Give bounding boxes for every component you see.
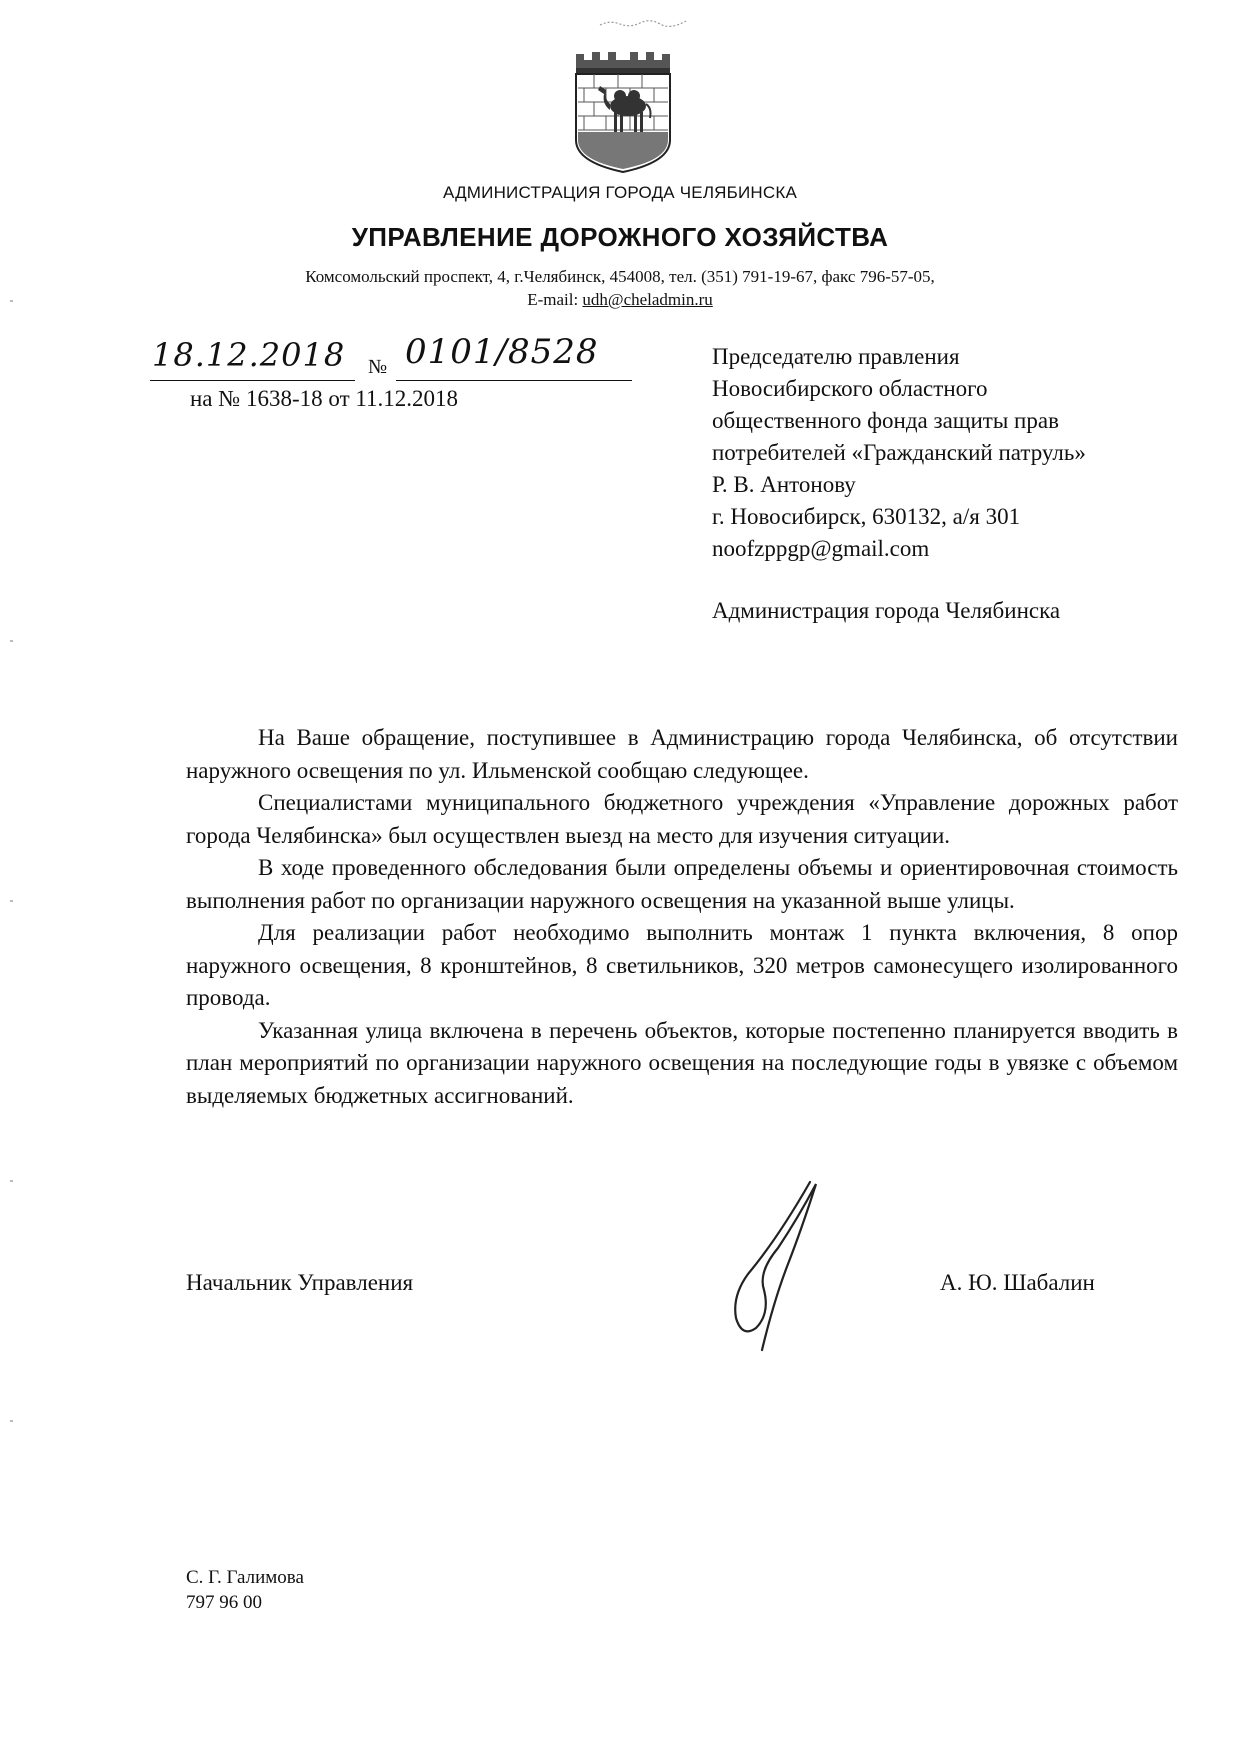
executor-name: С. Г. Галимова bbox=[186, 1567, 304, 1588]
body-paragraph: Для реализации работ необходимо выполнить монтаж 1 пункта включения, 8 опор наружного освещения, 8 кронштейнов, 8 светильников, 320 метров самонесущего изолированного провода. bbox=[186, 920, 1178, 1010]
executor-phone: 797 96 00 bbox=[186, 1592, 262, 1613]
addressee-line: общественного фонда защиты прав bbox=[712, 408, 1059, 433]
addressee-line: Р. В. Антонову bbox=[712, 472, 856, 497]
addressee-line: потребителей «Гражданский патруль» bbox=[712, 440, 1086, 465]
scan-mark bbox=[10, 300, 13, 302]
registration-reference: на № 1638-18 от 11.12.2018 bbox=[190, 386, 459, 411]
handwritten-signature bbox=[718, 1178, 828, 1356]
org-name: УПРАВЛЕНИЕ ДОРОЖНОГО ХОЗЯЙСТВА bbox=[351, 222, 889, 252]
org-admin-title: АДМИНИСТРАЦИЯ ГОРОДА ЧЕЛЯБИНСКА bbox=[442, 183, 798, 202]
scan-mark bbox=[10, 900, 13, 902]
letter-body bbox=[186, 722, 1178, 1112]
registration-number-handwritten: 0101/8528 bbox=[405, 332, 599, 372]
org-email bbox=[0, 290, 1240, 310]
body-paragraph: Специалистами муниципального бюджетного учреждения «Управление дорожных работ города Челябинска» был осуществлен выезд на место для изучения ситуации. bbox=[186, 790, 1178, 848]
scan-mark bbox=[10, 1420, 13, 1422]
scan-mark bbox=[10, 1180, 13, 1182]
registration-block bbox=[150, 332, 640, 420]
stamp-mark bbox=[598, 16, 690, 30]
addressee-line: г. Новосибирск, 630132, а/я 301 bbox=[712, 504, 1021, 529]
addressee-line: Новосибирского областного bbox=[712, 376, 988, 401]
registration-date-handwritten: 18.12.2018 bbox=[152, 336, 346, 374]
body-paragraph: Указанная улица включена в перечень объектов, которые постепенно планируется вводить в план мероприятий по организации наружного освещения на последующие годы в увязке с объемом выделяемых бюджетных ассигнований. bbox=[186, 1017, 1178, 1108]
email-label: E-mail: bbox=[527, 290, 583, 309]
registration-date-underline bbox=[150, 380, 355, 381]
signatory-name: А. Ю. Шабалин bbox=[940, 1270, 1095, 1295]
body-paragraph: На Ваше обращение, поступившее в Администрацию города Челябинска, об отсутствии наружного освещения по ул. Ильменской сообщаю следующее. bbox=[186, 725, 1178, 783]
addressee-line: Председателю правления bbox=[712, 344, 960, 369]
body-paragraph: В ходе проведенного обследования были определены объемы и ориентировочная стоимость выполнения работ по организации наружного освещения на указанной выше улицы. bbox=[186, 855, 1178, 913]
signatory-title: Начальник Управления bbox=[186, 1270, 414, 1295]
email-link[interactable]: udh@cheladmin.ru bbox=[582, 290, 713, 309]
addressee-email: noofzppgp@gmail.com bbox=[712, 536, 930, 561]
addressee-block bbox=[712, 341, 1212, 565]
registration-number-underline bbox=[396, 380, 632, 381]
registration-number-sign: № bbox=[368, 356, 388, 378]
scan-mark bbox=[10, 640, 13, 642]
org-address: Комсомольский проспект, 4, г.Челябинск, 454008, тел. (351) 791-19-67, факс 796-57-05, bbox=[305, 267, 935, 286]
chelyabinsk-coat-of-arms-icon bbox=[570, 48, 676, 174]
addressee-copy: Администрация города Челябинска bbox=[712, 598, 1061, 623]
